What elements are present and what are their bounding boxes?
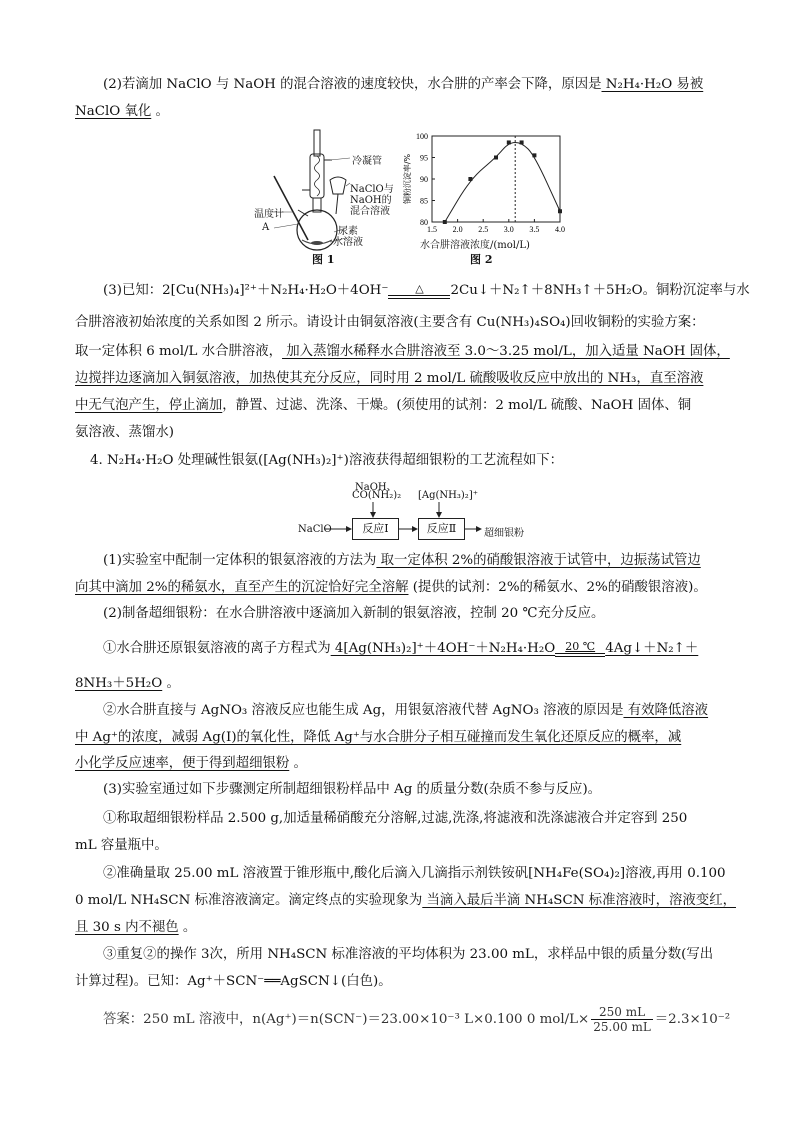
- q3-line1: (3)已知：2[Cu(NH₃)₄]²⁺＋N₂H₄·H₂O＋4OH⁻ △ 2Cu↓＋N₂↑＋8NH₃↑＋5H₂O。铜粉沉淀率与水: [103, 281, 750, 298]
- answer-label: 答案：: [103, 1012, 144, 1027]
- q4-p1-line1: (1)实验室中配制一定体积的银氨溶液的方法为 取一定体积 2%的硝酸银溶液于试管中，边振荡试管边: [103, 553, 701, 568]
- q4-heading: 4. N₂H₄·H₂O 处理碱性银氨([Ag(NH₃)₂]⁺)溶液获得超细银粉的工艺流程如下：: [90, 453, 564, 468]
- flow-output: 超细银粉: [484, 528, 524, 539]
- answer-fraction: $\frac{250 mL}{25.00 mL}$: [593, 1005, 651, 1034]
- chart-series-line: [445, 142, 560, 222]
- q4-p6: ①称取超细银粉样品 2.500 g,加适量稀硝酸充分溶解,过滤,洗涤,将滤液和洗涤滤液合并定容到 250: [103, 811, 688, 826]
- chart-xlabel: 水合肼溶液浓度/(mol/L): [420, 240, 530, 251]
- chart-point: [443, 220, 447, 224]
- q4-p3-line2: 8NH₃＋5H₂O 。: [75, 676, 180, 691]
- q2-line1: [103, 76, 703, 94]
- x-tick-label: 1.5: [427, 225, 437, 234]
- x-tick-label: 2.0: [452, 225, 463, 234]
- q3-answer: 加入蒸馏水稀释水合肼溶液至 3.0～3.25 mol/L，加入适量 NaOH 固体，: [282, 344, 730, 359]
- q4-p5: (3)实验室通过如下步骤测定所制超细银粉样品中 Ag 的质量分数(杂质不参与反应)。: [103, 782, 602, 797]
- chart-point: [468, 177, 472, 181]
- figure-1-caption: 图 1: [312, 253, 335, 266]
- y-tick-label: 90: [420, 175, 428, 184]
- figure-2-caption: 图 2: [470, 253, 493, 266]
- flow-input1b: CO(NH₂)₂: [352, 490, 402, 501]
- flow-input1a: NaOH、: [355, 482, 397, 493]
- flow-box-reaction1: 反应Ⅰ: [352, 518, 399, 540]
- q3-line3: 取一定体积 6 mol/L 水合肼溶液， 加入蒸馏水稀释水合肼溶液至 3.0～3.25 mol/L，加入适量 NaOH 固体，: [75, 344, 730, 359]
- q2-answer: N₂H₄·H₂O 易被: [601, 77, 704, 92]
- chart-point: [532, 153, 536, 157]
- label-urea: 尿素: [338, 226, 358, 237]
- chart-point: [507, 140, 511, 144]
- q4-p3-line1: ①水合肼还原银氨溶液的离子方程式为 4[Ag(NH₃)₂]⁺＋4OH⁻＋N₂H₄·H₂O 20 ℃ 4Ag↓＋N₂↑＋: [103, 639, 699, 656]
- q4-p2: (2)制备超细银粉：在水合肼溶液中逐滴加入新制的银氨溶液，控制 20 ℃充分反应。: [103, 606, 605, 621]
- answer-line: 答案：250 mL 溶液中，n(Ag⁺)＝n(SCN⁻)＝23.00×10⁻³ L×0.100 0 mol/L× $\frac{250 mL}{25.00 mL}$ ＝2.3×10⁻²: [103, 1005, 731, 1034]
- flow-box-reaction2: 反应Ⅱ: [418, 518, 465, 540]
- label-aqueous: 水溶液: [333, 237, 363, 248]
- x-tick-label: 2.5: [478, 225, 489, 234]
- q4-p10: 且 30 s 内不褪色 。: [75, 920, 197, 935]
- x-tick-label: 4.0: [555, 225, 565, 234]
- q4-p9: 0 mol/L NH₄SCN 标准溶液滴定。滴定终点的实验现象为 当滴入最后半滴 NH₄SCN 标准溶液时，溶液变红，: [75, 893, 736, 908]
- q3-line6: 氨溶液、蒸馏水): [75, 425, 174, 440]
- chart-point: [494, 156, 498, 160]
- chart-frame: [432, 136, 560, 222]
- q4-p8: ②准确量取 25.00 mL 溶液置于锥形瓶中,酸化后滴入几滴指示剂铁铵矾[NH₄Fe(SO₄)₂]溶液,再用 0.100: [103, 866, 726, 881]
- q3-line5: 中无气泡产生，停止滴加，静置、过滤、洗涤、干燥。(须使用的试剂：2 mol/L 硫酸、NaOH 固体、铜: [75, 398, 692, 413]
- label-naclo: NaClO与: [350, 184, 394, 195]
- q3-line4: 边搅拌边逐滴加入铜氨溶液，加热使其充分反应，同时用 2 mol/L 硫酸吸收反应中放出的 NH₃，直至溶液: [75, 371, 704, 386]
- q2-text: (2)若滴加 NaClO 与 NaOH 的混合溶液的速度较快，水合肼的产率会下降，原因是: [103, 77, 602, 92]
- x-tick-label: 3.5: [529, 225, 540, 234]
- q2-line2: NaClO 氧化 。: [75, 104, 169, 119]
- flow-input2: [Ag(NH₃)₂]⁺: [418, 490, 478, 501]
- q4-p11: ③重复②的操作 3次，所用 NH₄SCN 标准溶液的平均体积为 23.00 mL，求样品中银的质量分数(写出: [103, 947, 714, 962]
- chart-point: [558, 209, 562, 213]
- q3-line2: 合肼溶液初始浓度的关系如图 2 所示。请设计由铜氨溶液(主要含有 Cu(NH₃)₄SO₄)回收铜粉的实验方案：: [75, 315, 705, 330]
- label-naoh: NaOH的: [350, 195, 392, 206]
- q4-p4-line3: 小化学反应速率，便于得到超细银粉 。: [75, 756, 307, 771]
- chart-point: [520, 140, 524, 144]
- x-tick-label: 3.0: [503, 225, 514, 234]
- label-thermometer: 温度计: [254, 209, 284, 220]
- label-condenser: 冷凝管: [352, 156, 382, 167]
- y-tick-label: 100: [416, 132, 428, 141]
- q4-condition-arrow: 20 ℃: [555, 641, 605, 657]
- chart-ylabel: 铜粉沉淀率/%: [403, 153, 412, 205]
- q2-answer-cont: NaClO 氧化: [75, 104, 152, 119]
- y-tick-label: 85: [420, 196, 428, 206]
- flow-start: NaClO: [298, 524, 332, 535]
- q3-condition-arrow: △: [388, 283, 450, 299]
- label-mixed-solution: 混合溶液: [350, 206, 390, 217]
- q4-p7: mL 容量瓶中。: [75, 838, 168, 853]
- y-tick-label: 95: [420, 153, 428, 163]
- q4-p12: 计算过程)。已知：Ag⁺＋SCN⁻══AgSCN↓(白色)。: [75, 974, 392, 989]
- q4-p4-line1: ②水合肼直接与 AgNO₃ 溶液反应也能生成 Ag，用银氨溶液代替 AgNO₃ 溶液的原因是 有效降低溶液: [103, 703, 709, 718]
- y-tick-label: 80: [420, 218, 428, 227]
- figure-2-chart: [400, 128, 570, 250]
- q4-p1-line2: 向其中滴加 2%的稀氨水，直至产生的沉淀恰好完全溶解 (提供的试剂：2%的稀氨水、2%的硝酸银溶液)。: [75, 580, 707, 595]
- label-a: A: [262, 222, 270, 233]
- q4-p4-line2: 中 Ag⁺的浓度，减弱 Ag(Ⅰ)的氧化性，降低 Ag⁺与水合肼分子相互碰撞而发生氧化还原反应的概率，减: [75, 730, 682, 745]
